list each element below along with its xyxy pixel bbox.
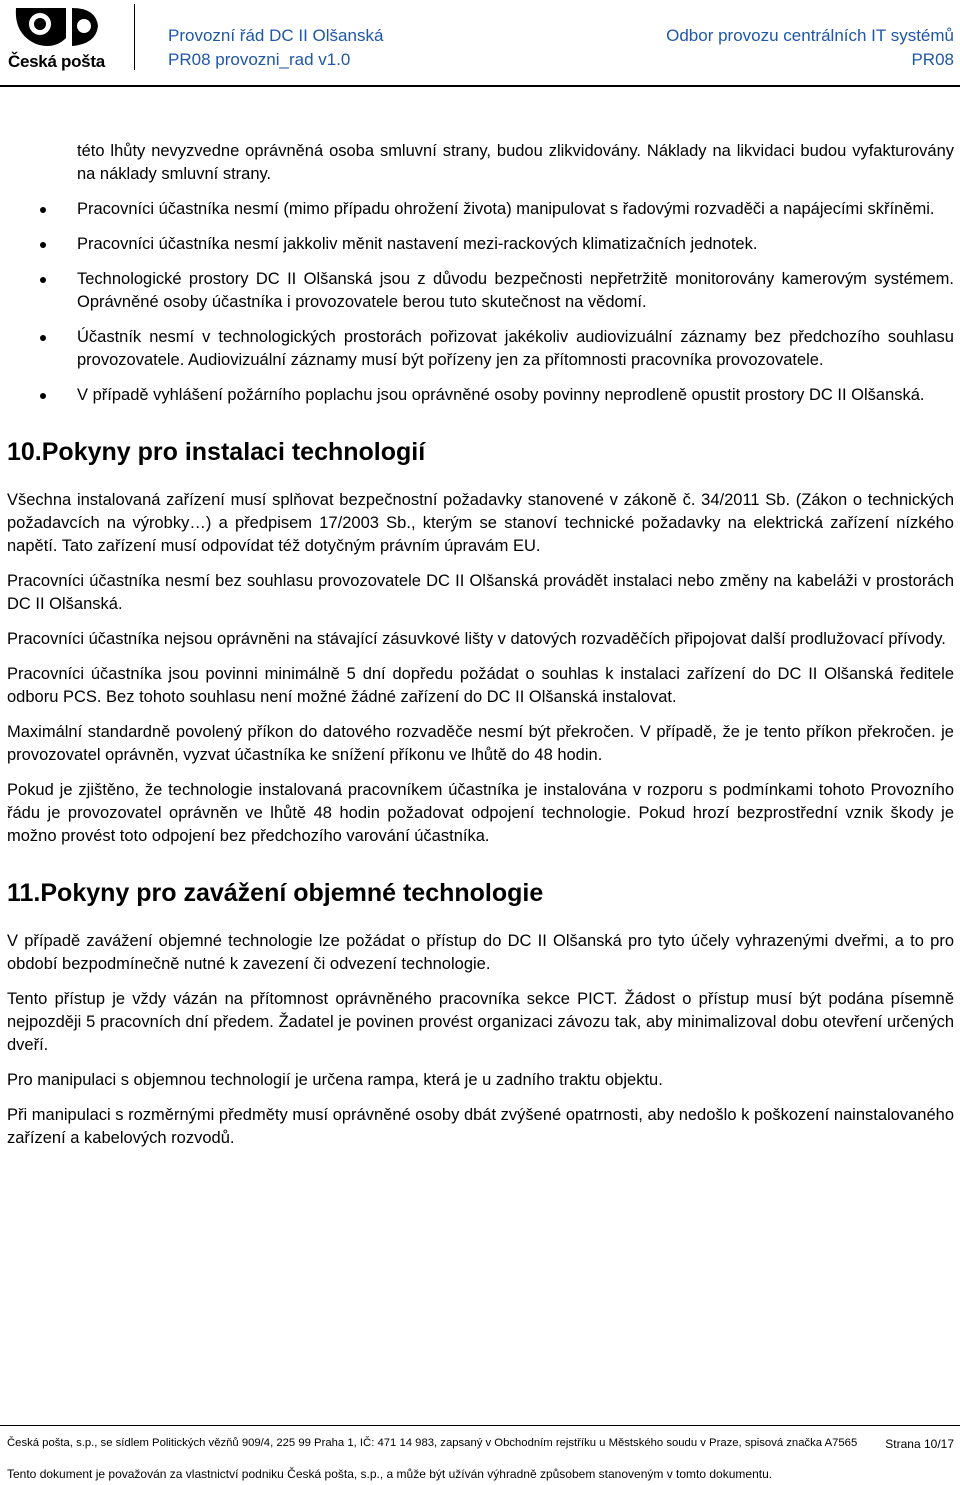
footer-notice: Tento dokument je považován za vlastnictví podniku Česká pošta, s.p., a může být užíván výhradně způsobem stanoveným v tomto dokumentu. <box>7 1467 773 1481</box>
paragraph: Tento přístup je vždy vázán na přítomnost oprávněného pracovníka sekce PICT. Žádost o přístup musí být podána písemně nejpozději 5 pracovních dní předem. Žadatel je povinen provést organizaci závozu tak, aby minimalizoval dobu otevření určených dveří. <box>7 990 954 1054</box>
list-item: Pracovníci účastníka nesmí jakkoliv měnit nastavení mezi-rackových klimatizačních jednotek. <box>0 233 960 256</box>
department: Odbor provozu centrálních IT systémů <box>666 26 954 45</box>
page-number: Strana 10/17 <box>885 1437 954 1451</box>
header-rule <box>0 85 960 87</box>
list-item: V případě vyhlášení požárního poplachu jsou oprávněné osoby povinny neprodleně opustit prostory DC II Olšanská. <box>0 384 960 407</box>
footer-rule <box>0 1425 960 1426</box>
paragraph: Při manipulaci s rozměrnými předměty musí oprávněné osoby dbát zvýšené opatrnosti, aby nedošlo k poškození nainstalovaného zařízení a kabelových rozvodů. <box>7 1106 954 1147</box>
bullet-icon <box>40 277 46 283</box>
paragraph: Pro manipulaci s objemnou technologií je určena rampa, která je u zadního traktu objektu. <box>7 1071 663 1089</box>
continuation-text: této lhůty nevyzvedne oprávněná osoba smluvní strany, budou zlikvidovány. Náklady na likvidaci budou vyfakturovány na náklady smluvní strany. <box>77 142 954 183</box>
page-header <box>0 0 960 88</box>
section-11-heading: 11.Pokyny pro zavážení objemné technologie <box>7 879 544 907</box>
short-code: PR08 <box>911 50 954 69</box>
logo-text: Česká pošta <box>8 52 105 71</box>
paragraph: Pokud je zjištěno, že technologie instalovaná pracovníkem účastníka je instalována v rozporu s podmínkami tohoto Provozního řádu je provozovatel oprávněn ve lhůtě 48 hodin požadovat odpojení technologie. Pokud hrozí bezprostřední vznik škody je možno provést toto odpojení bez předchozího varování účastníka. <box>7 781 954 845</box>
doc-title: Provozní řád DC II Olšanská <box>168 26 384 45</box>
bullet-icon <box>40 335 46 341</box>
list-item: Technologické prostory DC II Olšanská jsou z důvodu bezpečnosti nepřetržitě monitorovány kamerovým systémem. Oprávněné osoby účastníka i provozovatele berou tuto skutečnost na vědomí. <box>0 268 960 314</box>
bullet-icon <box>40 242 46 248</box>
doc-code: PR08 provozni_rad v1.0 <box>168 50 351 69</box>
rules-list <box>0 198 960 407</box>
section-10-heading: 10.Pokyny pro instalaci technologií <box>7 438 426 466</box>
paragraph: Maximální standardně povolený příkon do datového rozvaděče nesmí být překročen. V případě, že je tento příkon překročen. je provozovatel oprávněn, vyzvat účastníka ke snížení příkonu ve lhůtě do 48 hodin. <box>7 723 954 764</box>
paragraph: Všechna instalovaná zařízení musí splňovat bezpečnostní požadavky stanovené v zákoně č. 34/2011 Sb. (Zákon o technických požadavcích na výrobky…) a předpisem 17/2003 Sb., kterým se stanoví technické požadavky na elektrická zařízení nízkého napětí. Tato zařízení musí odpovídat též dotyčným právním úpravám EU. <box>7 491 954 555</box>
paragraph: Pracovníci účastníka nejsou oprávněni na stávající zásuvkové lišty v datových rozvaděčích připojovat další prodlužovací přívody. <box>7 630 946 648</box>
bullet-icon <box>40 207 46 213</box>
list-item: Účastník nesmí v technologických prostorách pořizovat jakékoliv audiovizuální záznamy bez předchozího souhlasu provozovatele. Audiovizuální záznamy musí být pořízeny jen za přítomnosti pracovníka provozovatele. <box>0 326 960 372</box>
footer-company: Česká pošta, s.p., se sídlem Politických vězňů 909/4, 225 99 Praha 1, IČ: 471 14 983, zapsaný v Obchodním rejstříku u Městského soudu v Praze, spisová značka A7565 <box>7 1437 858 1449</box>
paragraph: Pracovníci účastníka nesmí bez souhlasu provozovatele DC II Olšanská provádět instalaci nebo změny na kabeláži v prostorách DC II Olšanská. <box>7 572 954 613</box>
paragraph: V případě zavážení objemné technologie lze požádat o přístup do DC II Olšanská pro tyto účely vyhrazenými dveřmi, a to pro období bezpodmínečně nutné k zavezení či odvezení technologie. <box>7 932 954 973</box>
header-divider <box>134 4 135 70</box>
paragraph: Pracovníci účastníka jsou povinni minimálně 5 dní dopředu požádat o souhlas k instalaci zařízení do DC II Olšanská ředitele odboru PCS. Bez tohoto souhlasu není možné žádné zařízení do DC II Olšanská instalovat. <box>7 665 954 706</box>
page-content <box>0 140 960 1162</box>
list-item: Pracovníci účastníka nesmí (mimo případu ohrožení života) manipulovat s řadovými rozvaděči a napájecími skříněmi. <box>0 198 960 221</box>
bullet-icon <box>40 393 46 399</box>
